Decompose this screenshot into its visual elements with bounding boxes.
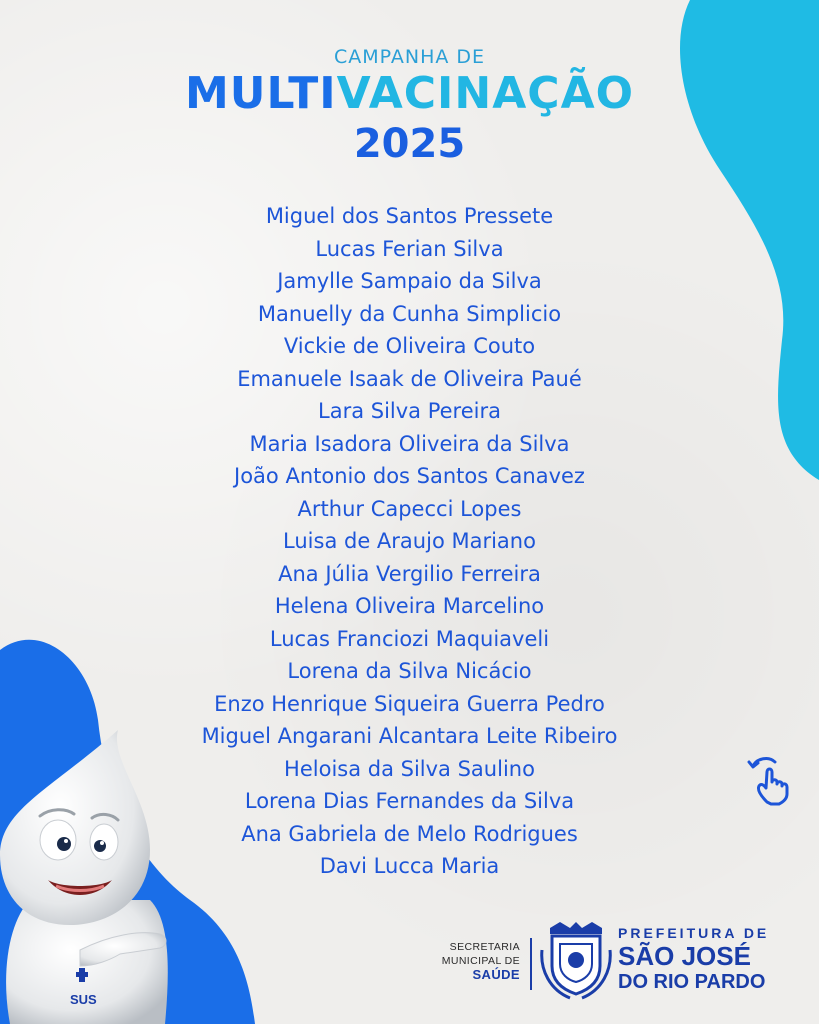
- list-item: Emanuele Isaak de Oliveira Paué: [237, 366, 582, 391]
- list-item: Heloisa da Silva Saulino: [284, 756, 535, 781]
- list-item: Vickie de Oliveira Couto: [283, 334, 536, 358]
- list-item: Lara Silva Pereira: [318, 399, 501, 423]
- svg-text:SUS: SUS: [70, 992, 97, 1007]
- swipe-hand-icon: [745, 752, 801, 808]
- secretaria-line3: SAÚDE: [472, 967, 520, 982]
- list-item: Lucas Ferian Silva: [315, 236, 504, 261]
- secretaria-label: [420, 940, 520, 982]
- prefeitura-line1: PREFEITURA DE: [618, 925, 770, 941]
- list-item: Helena Oliveira Marcelino: [274, 594, 545, 618]
- title-vacinacao: VACINAÇÃO: [336, 68, 635, 119]
- list-item: Lorena Dias Fernandes da Silva: [244, 789, 575, 813]
- list-item: Manuelly da Cunha Simplicio: [257, 301, 562, 326]
- list-item: Maria Isadora Oliveira da Silva: [249, 431, 570, 456]
- footer-divider: [530, 938, 532, 990]
- campaign-title: [0, 66, 819, 122]
- list-item: Enzo Henrique Siqueira Guerra Pedro: [214, 691, 605, 716]
- secretaria-line2: MUNICIPAL DE: [441, 955, 520, 967]
- list-item: Ana Gabriela de Melo Rodrigues: [241, 821, 578, 846]
- list-item: Jamylle Sampaio da Silva: [277, 269, 542, 293]
- mascot-droplet-icon: [0, 720, 200, 1024]
- secretaria-line1: SECRETARIA: [449, 941, 520, 953]
- list-item: Lorena da Silva Nicácio: [287, 659, 532, 683]
- list-item: Davi Lucca Maria: [319, 854, 500, 878]
- campaign-label: CAMPANHA DE: [333, 46, 486, 68]
- list-item: Arthur Capecci Lopes: [297, 496, 522, 521]
- list-item: Luisa de Araujo Mariano: [283, 529, 536, 553]
- list-item: João Antonio dos Santos Canavez: [234, 464, 585, 488]
- campaign-year: 2025: [353, 121, 466, 167]
- list-item: Miguel dos Santos Pressete: [265, 204, 554, 228]
- municipal-crest-icon: [540, 920, 612, 1000]
- prefeitura-line2: SÃO JOSÉ: [618, 941, 751, 971]
- list-item: Miguel Angarani Alcantara Leite Ribeiro: [201, 724, 618, 748]
- list-item: Ana Júlia Vergilio Ferreira: [278, 561, 541, 586]
- prefeitura-line3: DO RIO PARDO: [618, 971, 766, 993]
- prefeitura-label: [618, 924, 778, 994]
- list-item: Lucas Franciozi Maquiaveli: [269, 626, 550, 651]
- title-multi: MULTI: [184, 68, 337, 119]
